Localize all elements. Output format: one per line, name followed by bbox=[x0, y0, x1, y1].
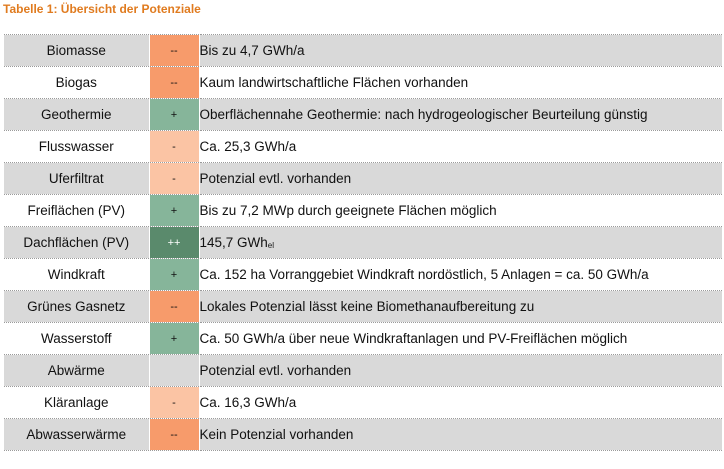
table-row bbox=[4, 67, 722, 99]
rating-cell: - bbox=[149, 387, 199, 419]
description-cell bbox=[199, 387, 722, 419]
rating-cell: ++ bbox=[149, 227, 199, 259]
rating-cell: + bbox=[149, 259, 199, 291]
potential-name-cell: Flusswasser bbox=[4, 131, 149, 163]
description-text: 145,7 GWh bbox=[199, 235, 268, 250]
table-row bbox=[4, 195, 722, 227]
table-row bbox=[4, 227, 722, 259]
table-row bbox=[4, 35, 722, 67]
table-row bbox=[4, 323, 722, 355]
table-caption: Tabelle 1: Übersicht der Potenziale bbox=[3, 2, 201, 16]
unit-subscript: el bbox=[267, 241, 275, 250]
table-row bbox=[4, 163, 722, 195]
potential-name-cell: Grünes Gasnetz bbox=[4, 291, 149, 323]
description-text: Ca. 152 ha Vorranggebiet Windkraft nordöstlich, 5 Anlagen = ca. 50 GWh/a bbox=[199, 267, 649, 282]
description-cell bbox=[199, 131, 722, 163]
description-text: Lokales Potenzial lässt keine Biomethanaufbereitung zu bbox=[199, 299, 535, 314]
potential-name-cell: Biomasse bbox=[4, 35, 149, 67]
rating-cell bbox=[149, 355, 199, 387]
description-cell bbox=[199, 259, 722, 291]
description-cell bbox=[199, 163, 722, 195]
description-text: Bis zu 7,2 MWp durch geeignete Flächen möglich bbox=[199, 203, 497, 218]
table-row bbox=[4, 291, 722, 323]
rating-cell: - bbox=[149, 163, 199, 195]
description-text: Oberflächennahe Geothermie: nach hydrogeologischer Beurteilung günstig bbox=[199, 107, 648, 122]
description-cell bbox=[199, 419, 722, 451]
table-row bbox=[4, 99, 722, 131]
rating-cell: + bbox=[149, 323, 199, 355]
description-cell bbox=[199, 323, 722, 355]
rating-cell: -- bbox=[149, 35, 199, 67]
description-cell bbox=[199, 227, 722, 259]
description-text: Potenzial evtl. vorhanden bbox=[199, 363, 352, 378]
description-cell bbox=[199, 355, 722, 387]
rating-cell: + bbox=[149, 99, 199, 131]
table-row bbox=[4, 419, 722, 451]
potential-name-cell: Geothermie bbox=[4, 99, 149, 131]
potential-name-cell: Abwasserwärme bbox=[4, 419, 149, 451]
potential-name-cell: Dachflächen (PV) bbox=[4, 227, 149, 259]
description-text: Ca. 25,3 GWh/a bbox=[199, 139, 297, 154]
rating-cell: - bbox=[149, 131, 199, 163]
potential-name-cell: Wasserstoff bbox=[4, 323, 149, 355]
table-row bbox=[4, 387, 722, 419]
description-cell bbox=[199, 35, 722, 67]
potential-name-cell: Biogas bbox=[4, 67, 149, 99]
description-cell bbox=[199, 99, 722, 131]
table-row bbox=[4, 259, 722, 291]
rating-cell: -- bbox=[149, 291, 199, 323]
potential-name-cell: Uferfiltrat bbox=[4, 163, 149, 195]
table-body bbox=[4, 35, 722, 451]
potential-name-cell: Abwärme bbox=[4, 355, 149, 387]
potential-name-cell: Kläranlage bbox=[4, 387, 149, 419]
description-text: Kein Potenzial vorhanden bbox=[199, 427, 354, 442]
description-cell bbox=[199, 67, 722, 99]
description-text: Kaum landwirtschaftliche Flächen vorhanden bbox=[199, 75, 469, 90]
table-row bbox=[4, 131, 722, 163]
description-text: Potenzial evtl. vorhanden bbox=[199, 171, 352, 186]
rating-cell: -- bbox=[149, 67, 199, 99]
description-text: Ca. 16,3 GWh/a bbox=[199, 395, 297, 410]
table-row bbox=[4, 355, 722, 387]
potential-name-cell: Windkraft bbox=[4, 259, 149, 291]
description-cell bbox=[199, 195, 722, 227]
rating-cell: -- bbox=[149, 419, 199, 451]
description-text: Ca. 50 GWh/a über neue Windkraftanlagen und PV-Freiflächen möglich bbox=[199, 331, 628, 346]
description-cell bbox=[199, 291, 722, 323]
description-text: Bis zu 4,7 GWh/a bbox=[199, 43, 305, 58]
rating-cell: + bbox=[149, 195, 199, 227]
potential-table bbox=[4, 34, 722, 451]
potential-name-cell: Freiflächen (PV) bbox=[4, 195, 149, 227]
